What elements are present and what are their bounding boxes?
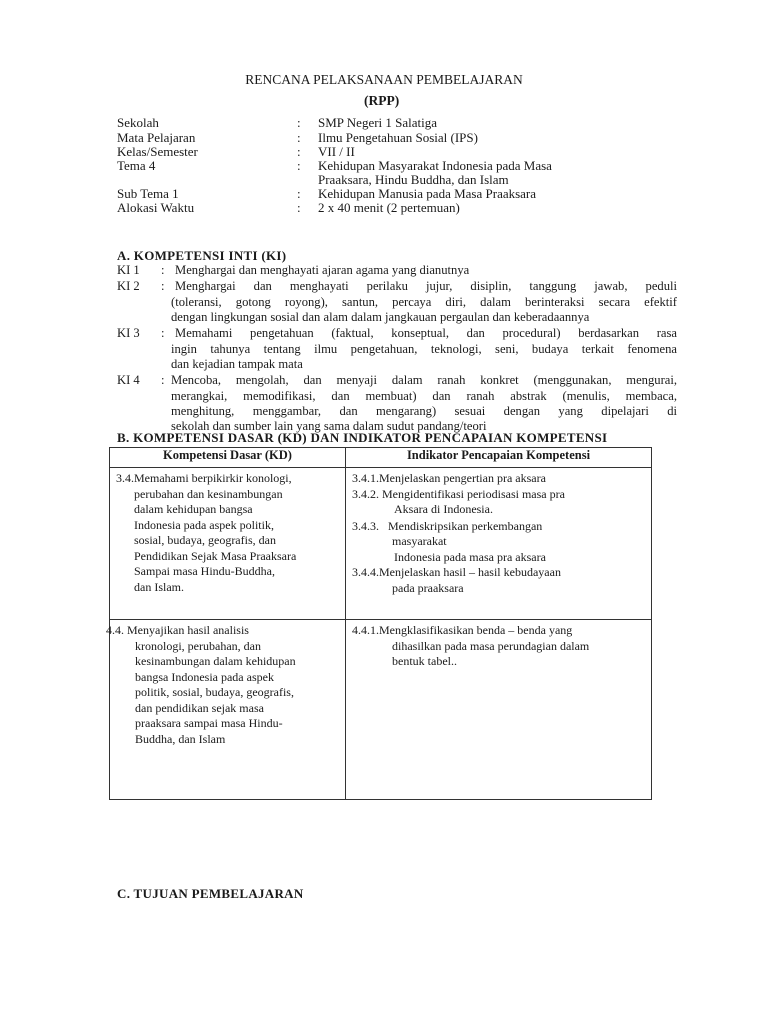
indicator-number: 3.4.1. (352, 471, 379, 485)
label-subtema: Sub Tema 1 (117, 186, 179, 201)
indicator-text: Menjelaskan pengertian pra aksara (379, 471, 546, 485)
ki-code: KI 1 (117, 263, 140, 277)
ki-sep: : (161, 373, 165, 387)
indicator-item (352, 623, 645, 639)
table-row (110, 468, 652, 620)
section-c-heading: C. TUJUAN PEMBELAJARAN (117, 886, 304, 901)
kd-line: praaksara sampai masa Hindu- (135, 716, 283, 730)
kd-line: dalam kehidupan bangsa (134, 502, 253, 516)
ki-text: merangkai, memodifikasi, dan membuat) dan ranah abstrak (menulis, membaca, (171, 389, 677, 403)
indicator-number: 3.4.3. (352, 518, 379, 533)
sep: : (297, 115, 301, 130)
kd-line: bangsa Indonesia pada aspek (135, 669, 274, 684)
col-header-kd: Kompetensi Dasar (KD) (110, 448, 346, 468)
value-alokasi: 2 x 40 menit (2 pertemuan) (318, 200, 460, 215)
ki-sep: : (161, 279, 165, 293)
indicator-item (352, 487, 645, 503)
indicator-text: pada praaksara (392, 580, 464, 595)
sep: : (297, 200, 301, 215)
table-row (110, 620, 652, 800)
kd-line: dan pendidikan sejak masa (135, 700, 264, 715)
page-subtitle: (RPP) (364, 93, 400, 108)
indicator-item (352, 519, 645, 535)
indicator-text: Mengidentifikasi periodisasi masa pra (382, 486, 565, 501)
indicator-number: 4.4.1. (352, 623, 379, 637)
ki-sep: : (161, 263, 165, 277)
kd-line: Indonesia pada aspek politik, (134, 517, 274, 532)
indicator-item (352, 565, 645, 581)
kd-line: politik, sosial, budaya, geografis, (135, 685, 294, 699)
label-tema: Tema 4 (117, 158, 156, 173)
section-b-heading: B. KOMPETENSI DASAR (KD) DAN INDIKATOR PENCAPAIAN KOMPETENSI (117, 430, 608, 445)
kd-line: 3.4.Memahami berpikirkir konologi, (116, 471, 292, 485)
ki-text: Memahami pengetahuan (faktual, konseptual, dan procedural) berdasarkan rasa (175, 326, 677, 340)
indicator-text: Mendiskripsikan perkembangan (388, 518, 543, 533)
kd-line: sosial, budaya, geografis, dan (134, 533, 276, 547)
ki-sep: : (161, 326, 165, 340)
value-sekolah: SMP Negeri 1 Salatiga (318, 115, 438, 130)
ki-code: KI 3 (117, 326, 140, 340)
value-mapel: Ilmu Pengetahuan Sosial (IPS) (318, 130, 478, 145)
ki-text: Menghargai dan menghayati ajaran agama yang dianutnya (175, 263, 470, 277)
sep: : (297, 186, 301, 201)
ki-text: ingin tahunya tentang ilmu pengetahuan, teknologi, seni, budaya terkait fenomena (171, 342, 677, 356)
label-sekolah: Sekolah (117, 115, 159, 130)
sep: : (297, 144, 301, 159)
indicator-number: 3.4.4. (352, 565, 379, 579)
indicator-number: 3.4.2. (352, 486, 379, 501)
kd-line: kronologi, perubahan, dan (135, 638, 261, 653)
kd-line: kesinambungan dalam kehidupan (135, 654, 296, 668)
sep: : (297, 158, 301, 173)
value-subtema: Kehidupan Manusia pada Masa Praaksara (318, 186, 537, 201)
kd-line: 4.4. Menyajikan hasil analisis (106, 623, 249, 637)
kd-line: dan Islam. (134, 579, 184, 594)
ki-code: KI 4 (117, 373, 140, 387)
indicator-cell (346, 620, 652, 800)
kd-line: Buddha, dan Islam (135, 731, 226, 746)
indicator-text: Indonesia pada masa pra aksara (394, 549, 546, 564)
indicator-text: bentuk tabel.. (392, 654, 457, 668)
indicator-text: Mengklasifikasikan benda – benda yang (379, 623, 573, 637)
label-alokasi: Alokasi Waktu (117, 200, 195, 215)
indicator-text: dihasilkan pada masa perundagian dalam (392, 638, 590, 653)
col-header-indicator: Indikator Pencapaian Kompetensi (346, 448, 652, 468)
ki-text: dan kejadian tampak mata (171, 357, 303, 371)
ki-text: dengan lingkungan sosial dan alam dalam jangkauan pergaulan dan keberadaannya (171, 310, 590, 324)
indicator-cell (346, 468, 652, 620)
ki-text: Menghargai dan menghayati perilaku jujur, disiplin, tanggung jawab, peduli (175, 279, 677, 293)
page-title: RENCANA PELAKSANAAN PEMBELAJARAN (245, 72, 523, 87)
label-kelas: Kelas/Semester (117, 144, 198, 159)
value-tema-line1: Kehidupan Masyarakat Indonesia pada Masa (318, 158, 552, 173)
ki-code: KI 2 (117, 279, 140, 293)
indicator-text: Menjelaskan hasil – hasil kebudayaan (379, 565, 561, 579)
ki-text: menghitung, menggambar, dan mengarang) sesuai dengan yang dipelajari di (171, 404, 677, 418)
ki-text: (toleransi, gotong royong), santun, percaya diri, dalam berinteraksi secara efektif (171, 295, 677, 309)
kd-table-header (110, 448, 652, 468)
kd-cell (106, 620, 346, 800)
kd-table (106, 447, 652, 800)
label-mapel: Mata Pelajaran (117, 130, 196, 145)
ki-text: sekolah dan sumber lain yang sama dalam sudut pandang/teori (171, 419, 487, 433)
indicator-text: masyarakat (392, 534, 447, 548)
value-kelas: VII / II (318, 144, 355, 159)
sep: : (297, 130, 301, 145)
indicator-item (352, 471, 645, 487)
kd-line: perubahan dan kesinambungan (134, 486, 283, 501)
kd-line: Pendidikan Sejak Masa Praaksara (134, 548, 297, 563)
value-tema-line2: Praaksara, Hindu Buddha, dan Islam (318, 172, 509, 187)
section-a-heading: A. KOMPETENSI INTI (KI) (117, 248, 287, 263)
ki-text: Mencoba, mengolah, dan menyaji dalam ranah konkret (menggunakan, mengurai, (171, 373, 677, 387)
indicator-text: Aksara di Indonesia. (394, 502, 493, 516)
kd-cell (110, 468, 346, 620)
kd-line: Sampai masa Hindu-Buddha, (134, 564, 275, 578)
